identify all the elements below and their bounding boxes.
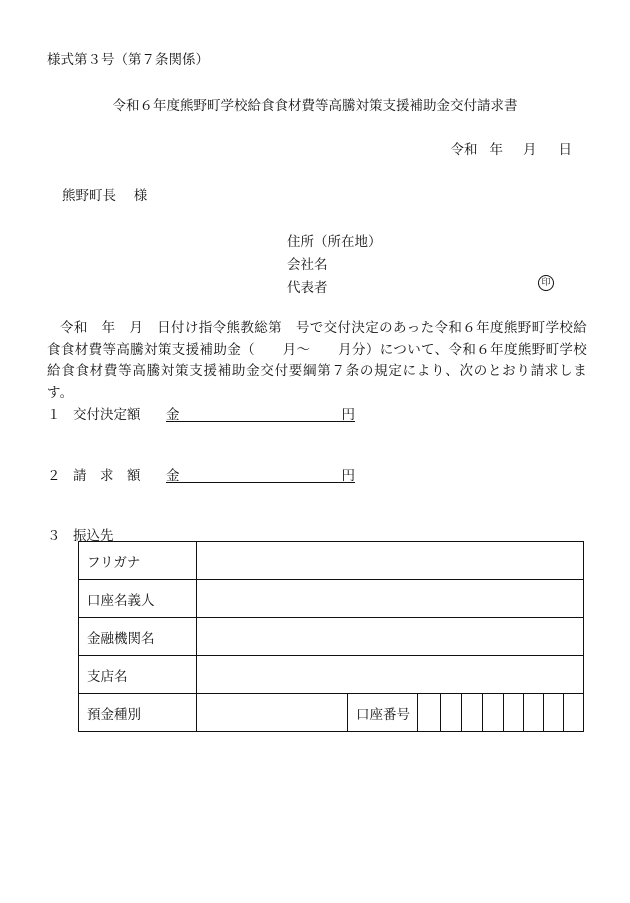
table-row	[79, 656, 584, 694]
addressee: 熊野町長 様	[62, 188, 148, 204]
account-digit-1[interactable]	[418, 694, 441, 732]
deposit-type-label: 預金種別	[79, 694, 197, 732]
account-holder-label: 口座名義人	[79, 580, 197, 618]
account-digit-4[interactable]	[483, 694, 504, 732]
item-number: １	[47, 407, 61, 423]
grant-amount-field[interactable]	[166, 403, 355, 422]
company-label: 会社名	[287, 257, 328, 273]
deposit-type-input[interactable]	[197, 694, 348, 732]
furigana-label: フリガナ	[79, 542, 197, 580]
date-year: 年	[489, 142, 503, 158]
bank-account-table	[78, 541, 584, 732]
document-title: 令和６年度熊野町学校給食食材費等高騰対策支援補助金交付請求書	[112, 98, 518, 114]
furigana-input[interactable]	[197, 542, 584, 580]
item-label: 交付決定額	[73, 407, 141, 423]
representative-label: 代表者	[287, 280, 328, 296]
table-row	[79, 542, 584, 580]
account-holder-input[interactable]	[197, 580, 584, 618]
bank-name-label: 金融機関名	[79, 618, 197, 656]
item-number: ３	[47, 528, 61, 544]
date-month: 月	[523, 142, 537, 158]
address-label: 住所（所在地）	[287, 234, 382, 250]
form-number: 様式第３号（第７条関係）	[47, 52, 209, 68]
applicant-block	[287, 231, 382, 300]
table-row	[79, 580, 584, 618]
amount-prefix: 金	[166, 468, 180, 484]
account-number-label: 口座番号	[348, 694, 418, 732]
branch-label: 支店名	[79, 656, 197, 694]
item-request-amount	[47, 464, 167, 484]
seal-mark: 印	[538, 275, 554, 291]
table-row	[79, 694, 584, 732]
request-amount-field[interactable]	[166, 464, 355, 483]
account-digit-8[interactable]	[564, 694, 584, 732]
date-day: 日	[558, 142, 572, 158]
date-era: 令和	[450, 142, 478, 158]
branch-input[interactable]	[197, 656, 584, 694]
account-digit-3[interactable]	[462, 694, 483, 732]
account-digit-2[interactable]	[441, 694, 462, 732]
bank-name-input[interactable]	[197, 618, 584, 656]
account-digit-5[interactable]	[504, 694, 524, 732]
amount-suffix: 円	[341, 468, 355, 484]
table-row	[79, 618, 584, 656]
item-number: ２	[47, 468, 61, 484]
item-label: 請 求 額	[73, 468, 141, 484]
amount-suffix: 円	[341, 407, 355, 423]
account-digit-6[interactable]	[524, 694, 544, 732]
item-label: 振込先	[73, 528, 114, 544]
item-grant-amount	[47, 403, 167, 423]
account-digit-7[interactable]	[544, 694, 564, 732]
amount-prefix: 金	[166, 407, 180, 423]
date-line	[451, 138, 573, 158]
request-body-text: 令和 年 月 日付け指令熊教総第 号で交付決定のあった令和６年度熊野町学校給食食材費等高騰対策支援補助金（ 月～ 月分）について、令和６年度熊野町学校給食食材費等高騰対策支援補助金交付要綱第７条の規定により、次のとおり請求します。	[47, 320, 587, 401]
